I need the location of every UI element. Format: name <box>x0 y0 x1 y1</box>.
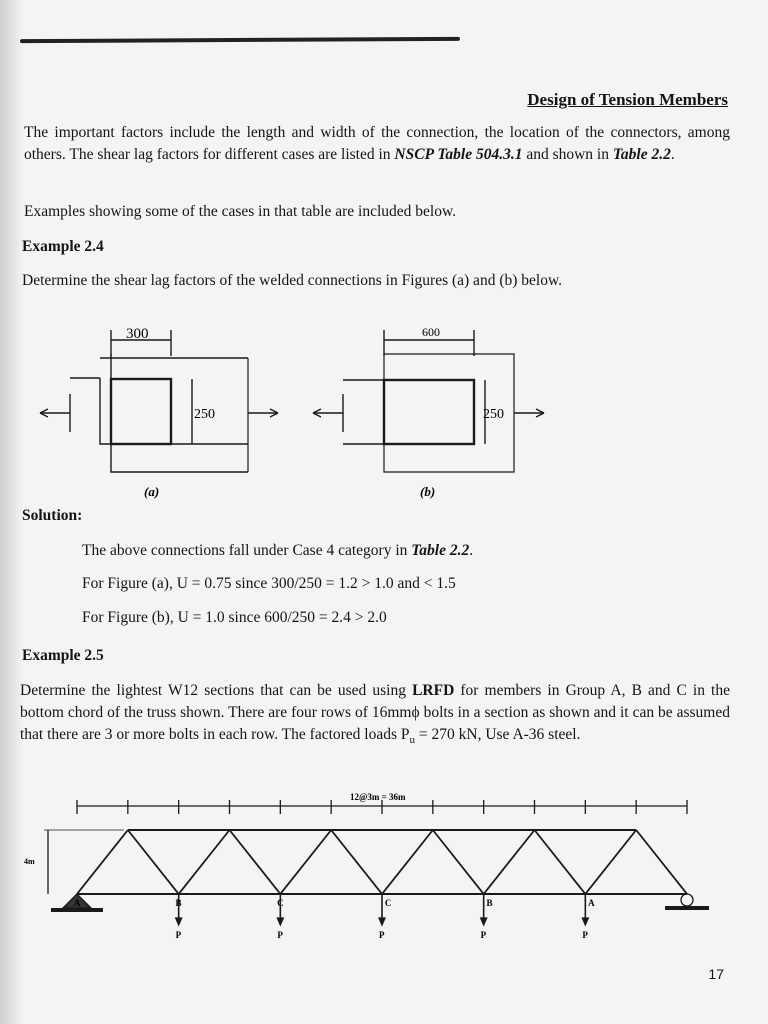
height-label: 4m <box>24 857 35 866</box>
truss-diagonal <box>230 830 281 894</box>
fig-b-width-label: 250 <box>483 407 504 422</box>
load-arrow-head <box>379 918 385 925</box>
member-group-label: B <box>175 898 182 908</box>
load-label: P <box>582 930 588 940</box>
solution-line-1: The above connections fall under Case 4 category in Table 2.2. <box>82 542 474 559</box>
example-2-5-problem: Determine the lightest W12 sections that can be used using LRFD for members in Group A, B and C in the bottom chord of the truss shown. There are four rows of 16mmϕ bolts in a section as shown and it can be assumed that there are 3 or more bolts in each row. The factored loads $P_u = 270$ kN, Use A-36 steel. <box>20 682 730 747</box>
truss-diagonal <box>179 830 230 894</box>
load-arrow-head <box>176 918 182 925</box>
page-number: 17 <box>708 966 724 982</box>
member-group-label: C <box>277 898 284 908</box>
top-rule <box>20 37 460 43</box>
fig-a-left-plate <box>70 358 248 444</box>
intro-paragraph: The important factors include the length and width of the connection, the location of the connectors, among others. The shear lag factors for different cases are listed in NSCP Table 504.3.1 and shown in Table 2.2. <box>24 124 730 163</box>
fig-b-length-label: 600 <box>422 325 440 339</box>
span-label: 12@3m = 36m <box>350 792 406 802</box>
fig-b-caption: (b) <box>420 484 436 499</box>
load-label: P <box>277 930 283 940</box>
truss-diagonal <box>484 830 535 894</box>
intro-paragraph-2: Examples showing some of the cases in that table are included below. <box>24 203 457 220</box>
truss-diagonal <box>535 830 586 894</box>
solution-line-3: For Figure (b), U = 1.0 since 600/250 = 2.4 > 2.0 <box>82 609 387 626</box>
truss-figure <box>20 786 720 946</box>
truss-diagonal <box>636 830 687 894</box>
solution-line-2: For Figure (a), U = 0.75 since 300/250 = 1.2 > 1.0 and < 1.5 <box>82 575 456 592</box>
fig-a-length-label: 300 <box>126 326 149 342</box>
load-arrow-head <box>582 918 588 925</box>
roller-support-right <box>681 894 693 906</box>
example-2-5-title: Example 2.5 <box>22 647 104 664</box>
fig-b-weld-outline <box>384 380 474 444</box>
example-2-4-title: Example 2.4 <box>22 238 104 255</box>
truss-diagonal <box>382 830 433 894</box>
load-label: P <box>175 930 182 940</box>
fig-a-gusset <box>111 354 248 472</box>
member-group-label: B <box>486 898 493 908</box>
truss-diagonal <box>433 830 484 894</box>
fig-a-caption: (a) <box>144 484 160 499</box>
fig-a-weld-outline <box>111 379 171 444</box>
fig-b-left-plate <box>343 380 474 444</box>
truss-diagonal <box>585 830 636 894</box>
example-2-4-problem: Determine the shear lag factors of the welded connections in Figures (a) and (b) below. <box>22 272 563 289</box>
load-label: P <box>379 930 385 940</box>
load-label: P <box>480 930 487 940</box>
page-header: Design of Tension Members <box>527 90 728 109</box>
truss-diagonal <box>128 830 179 894</box>
truss-diagonal <box>280 830 331 894</box>
fig-a-width-label: 250 <box>194 407 215 422</box>
member-group-label: A <box>73 898 81 908</box>
truss-diagonal <box>77 830 128 894</box>
load-arrow-head <box>277 918 283 925</box>
truss-diagonal <box>331 830 382 894</box>
solution-title: Solution: <box>22 507 83 524</box>
load-arrow-head <box>481 918 487 925</box>
member-group-label: C <box>384 898 392 908</box>
connection-figures <box>30 318 570 508</box>
member-group-label: A <box>588 898 595 908</box>
